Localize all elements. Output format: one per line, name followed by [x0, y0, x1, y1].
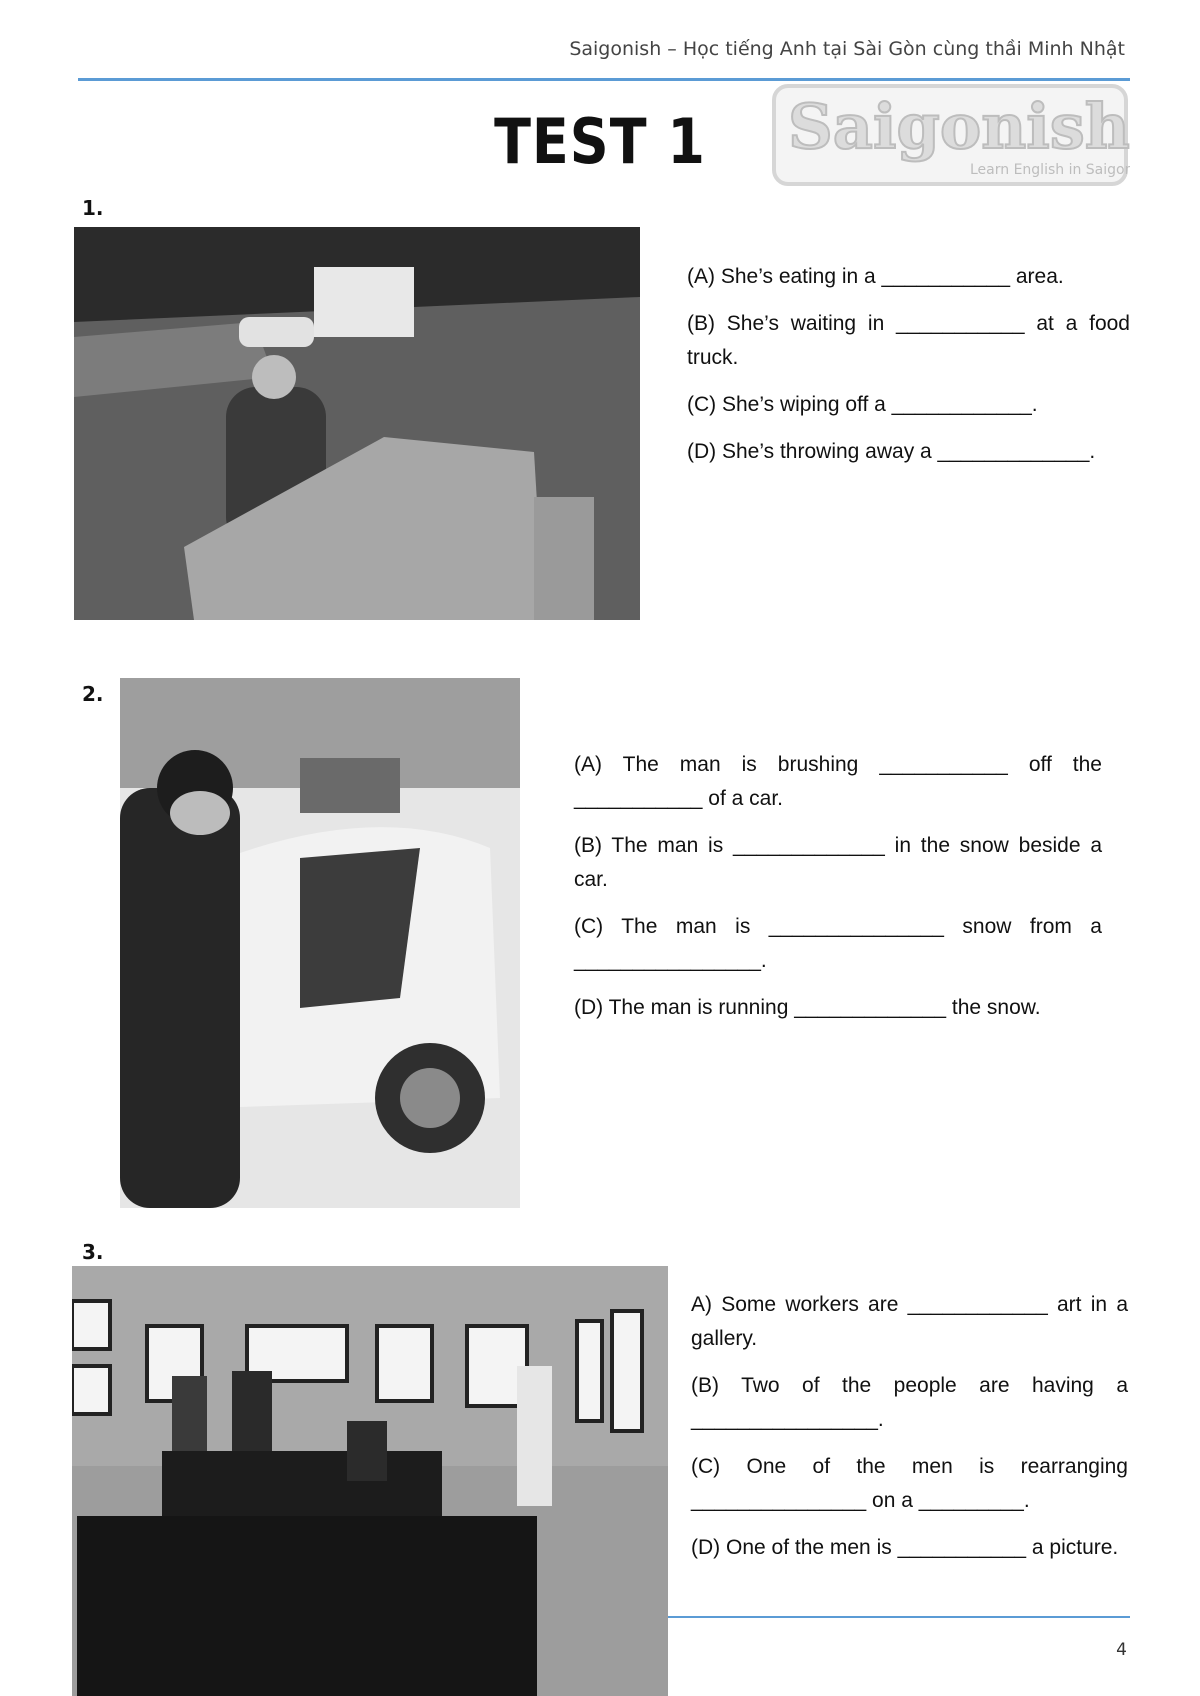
option-b: (B) The man is _____________ in the snow beside a car.: [574, 834, 1102, 891]
option-c: (C) The man is _______________ snow from a ________________.: [574, 915, 1102, 972]
option-b: (B) She’s waiting in ___________ at a food truck.: [687, 312, 1130, 369]
question-1-options: [687, 260, 1130, 482]
option-c: (C) She’s wiping off a ____________.: [687, 393, 1038, 416]
option-d: (D) One of the men is ___________ a picture.: [691, 1536, 1119, 1559]
option-a: (A) She’s eating in a ___________ area.: [687, 265, 1064, 288]
header-divider: [78, 78, 1130, 81]
photo-art-gallery: [72, 1266, 668, 1696]
page-number: 4: [1116, 1640, 1127, 1660]
option-d: (D) She’s throwing away a _____________.: [687, 440, 1096, 463]
option-a: (A) The man is brushing ___________ off the ___________ of a car.: [574, 753, 1102, 810]
header-text: Saigonish – Học tiếng Anh tại Sài Gòn cùng thầi Minh Nhật: [569, 38, 1125, 60]
logo-tagline: Learn English in Saigon: [970, 162, 1130, 178]
option-a: A) Some workers are ____________ art in a gallery.: [691, 1293, 1128, 1350]
svg-text:Saigonish: Saigonish: [788, 90, 1130, 163]
option-b: (B) Two of the people are having a ________________.: [691, 1374, 1128, 1431]
question-number: 2.: [82, 682, 104, 706]
page-title: TEST 1: [494, 105, 706, 178]
question-3-options: [691, 1288, 1128, 1578]
footer-divider: [668, 1616, 1130, 1618]
option-d: (D) The man is running _____________ the snow.: [574, 996, 1041, 1019]
question-number: 1.: [82, 196, 104, 220]
photo-snow-car: [120, 678, 520, 1208]
question-number: 3.: [82, 1240, 104, 1264]
option-c: (C) One of the men is rearranging _______________ on a _________.: [691, 1455, 1128, 1512]
photo-picnic-table: [74, 227, 640, 620]
question-2-options: [574, 748, 1102, 1038]
